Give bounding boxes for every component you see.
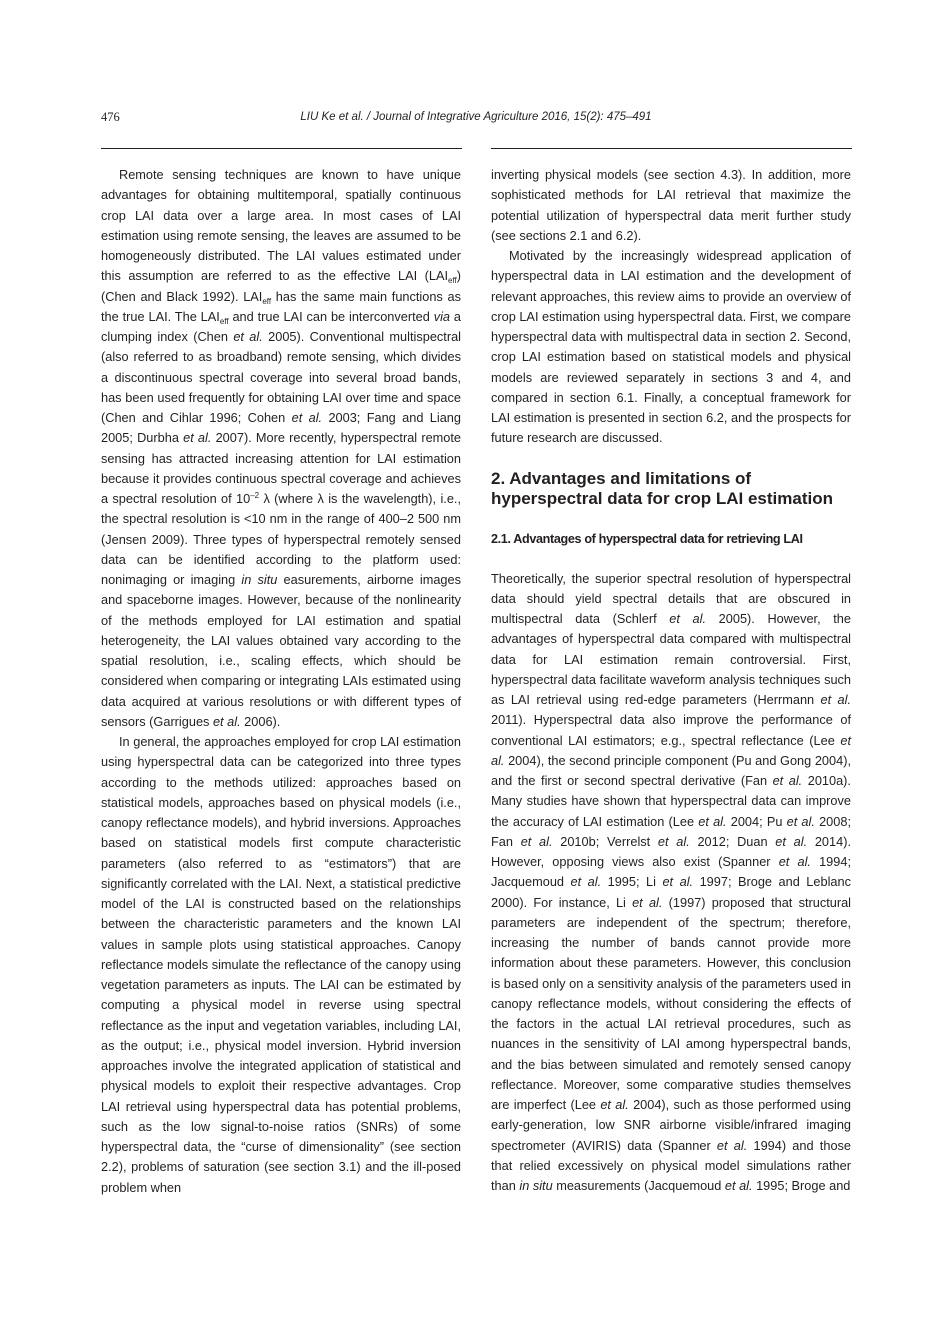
text-run: 1994; Jacquemoud [491,854,852,890]
text-run: λ (where λ is the wavelength), i.e., the spectral resolution is <10 nm in the range of 400–2 500 nm (Jensen 2009). Three types of hyperspectral remotely sensed data can be identified according to the platform used: nonimaging or imaging [101,491,461,587]
section-heading: 2. Advantages and limitations of hyperspectral data for crop LAI estimation [491,468,833,508]
text-run: 2010a). Many studies have shown that hyperspectral data can improve the accuracy of LAI estimation (Lee [491,773,851,829]
text-run: 2011). Hyperspectral data also improve the performance of conventional LAI estimators; e.g., spectral reflectance (Lee [491,712,851,748]
italic-run: in situ [519,1178,553,1193]
text-run: 2008; Fan [491,813,851,849]
italic-run: et al. [570,874,602,890]
subscript: eff [448,276,457,286]
page-header [0,110,952,130]
text-run: 2005). Conventional multispectral (also referred to as broadband) remote sensing, which divides a discontinuous spectral coverage into several broad bands, has been used frequently for obtaining LAI over time and space (Chen and Cihlar 1996; Cohen [101,329,461,425]
text-run: 1995; Li [601,874,663,890]
text-run: easurements, airborne images and spaceborne images. However, because of the nonlinearity of the methods employed for LAI estimation and spatial heterogeneity, the LAI values obtained vary according to the spatial resolution, i.e., scaling effects, which should be considered when comparing or integrating LAIs estimated using data acquired at various resolutions or with different types of sensors (Garrigues [101,572,461,729]
text-run: 1994) and those that relied excessively on physical model simulations rather than [491,1137,851,1193]
text-run: 2005). However, the advantages of hyperspectral data compared with multispectral data for LAI estimation remain controversial. First, hyperspectral data facilitate waveform analysis techniques such as LAI retrieval using red-edge parameters (Herrmann [491,611,851,707]
italic-run: et al. [657,833,690,849]
left-column [101,165,461,1198]
italic-run: et al. [491,732,851,768]
text-run: a clumping index (Chen [101,308,461,344]
text-run: 2007). More recently, hyperspectral remote sensing has attracted increasing attention for LAI estimation because it provides continuous spectral coverage and achieves a spectral resolution of 10 [101,430,462,506]
italic-run: et al. [778,854,811,869]
italic-run: via [433,308,451,324]
text-run: 2010b; Verrelst [552,833,658,849]
italic-run: et al. [291,410,323,425]
text-run: 2003; Fang and Liang 2005; Durbha [101,410,461,446]
text-run: 2012; Duan [689,833,776,849]
italic-run: et al. [820,692,851,707]
italic-run: et al. [662,874,694,890]
text-run: 2004; Pu [726,813,787,829]
text-run: 2014). However, opposing views also exist (Spanner [491,833,851,869]
superscript: –2 [250,491,260,500]
paragraph [491,569,851,1197]
italic-run: et al. [724,1178,753,1193]
text-run: Remote sensing techniques are known to have unique advantages for obtaining multitemporal, spatially continuous crop LAI data over a large area. In most cases of LAI estimation using remote sensing, the leaves are assumed to be homogeneously distributed. The LAI values estimated under this assumption are referred to as the effective LAI (LAI [101,167,461,284]
italic-run: et al. [775,833,808,849]
text-run: and true LAI can be interconverted [228,308,434,324]
italic-run: et al. [786,813,815,829]
italic-run: et al. [632,894,663,910]
italic-run: et al. [600,1097,629,1112]
page-number: 476 [101,110,120,124]
subsection-heading: 2.1. Advantages of hyperspectral data for retrieving LAI [491,531,803,546]
italic-run: et al. [233,329,263,344]
italic-run: et al. [669,611,707,626]
text-run: measurements (Jacquemoud [552,1178,725,1193]
italic-run: in situ [241,572,278,587]
text-run: 1997; Broge and Leblanc 2000). For instance, Li [491,874,851,910]
italic-run: et al. [520,833,553,849]
text-run: ) (Chen and Black 1992). LAI [101,268,461,304]
italic-run: et al. [183,430,212,446]
text-run: 2004), such as those performed using early-generation, low SNR airborne visible/infrared imaging spectrometer (AVIRIS) data (Spanner [491,1097,851,1153]
paragraph: Motivated by the increasingly widespread application of hyperspectral data in LAI estimation and the development of relevant approaches, this review aims to provide an overview of crop LAI estimation using hyperspectral data. First, we compare hyperspectral data with multispectral data in section 2. Second, crop LAI estimation based on statistical models and physical models are reviewed separately in sections 3 and 4, and compared in section 6.1. Finally, a conceptual framework for LAI estimation is presented in section 6.2, and the prospects for future research are discussed. [491,248,851,446]
text-run: (1997) proposed that structural parameters are independent of the spectrum; therefore, increasing the number of bands cannot provide more information about these parameters. However, this conclusion is based only on a sensitivity analysis of the parameters used in canopy reflectance models, without considering the effects of the factors in the actual LAI retrieval procedures, such as nuances in the sensitivity of LAI among hyperspectral bands, and the bias between simulated and remotely sensed canopy reflectance. Moreover, some comparative studies themselves are imperfect (Lee [491,894,851,1112]
italic-run: et al. [772,773,803,788]
subscript: eff [219,316,229,326]
text-run: 2006). [240,713,281,729]
italic-run: et al. [716,1137,748,1153]
subscript: eff [262,296,272,306]
italic-run: et al. [212,713,241,729]
text-run: has the same main functions as the true LAI. The LAI [101,288,461,324]
paragraph: inverting physical models (see section 4.3). In addition, more sophisticated methods for LAI retrieval that maximize the potential utilization of hyperspectral data merit further study (see sections 2.1 and 6.2). [491,167,851,243]
paragraph: In general, the approaches employed for crop LAI estimation using hyperspectral data can be categorized into three types according to the methods utilized: approaches based on statistical models, approaches based on physical models (i.e., canopy reflectance models), and hybrid inversions. Approaches based on statistical models first compute characteristic parameters (also referred to as “estimators”) that are significantly correlated with the LAI. Next, a statistical predictive model of the LAI is constructed based on the relationships between the characteristic parameters and the known LAI values in sample plots using statistical approaches. Canopy reflectance models simulate the reflectance of the canopy using vegetation parameters as inputs. The LAI can be estimated by computing a physical model in reverse using spectral reflectance as the input and vegetation variables, including LAI, as the output; i.e., physical model inversion. Hybrid inversion approaches involve the integrated application of statistical and physical models to exploit their respective advantages. Crop LAI retrieval using hyperspectral data has potential problems, such as the low signal-to-noise ratios (SNRs) of some hyperspectral data, the “curse of dimensionality” (see section 2.2), problems of saturation (see section 3.1) and the ill-posed problem when [101,734,461,1195]
right-column [491,165,851,1196]
left-column-rule [101,148,462,149]
text-run: 1995; Broge and [752,1178,851,1193]
right-column-rule [491,148,852,149]
text-run: Theoretically, the superior spectral resolution of hyperspectral data should yield spectral details that are obscured in multispectral data (Schlerf [491,570,851,626]
paragraph [101,165,461,732]
italic-run: et al. [698,813,727,829]
running-head: LIU Ke et al. / Journal of Integrative Agriculture 2016, 15(2): 475–491 [300,111,652,123]
text-run: 2004), the second principle component (Pu and Gong 2004), and the first or second spectral derivative (Fan [491,752,851,788]
